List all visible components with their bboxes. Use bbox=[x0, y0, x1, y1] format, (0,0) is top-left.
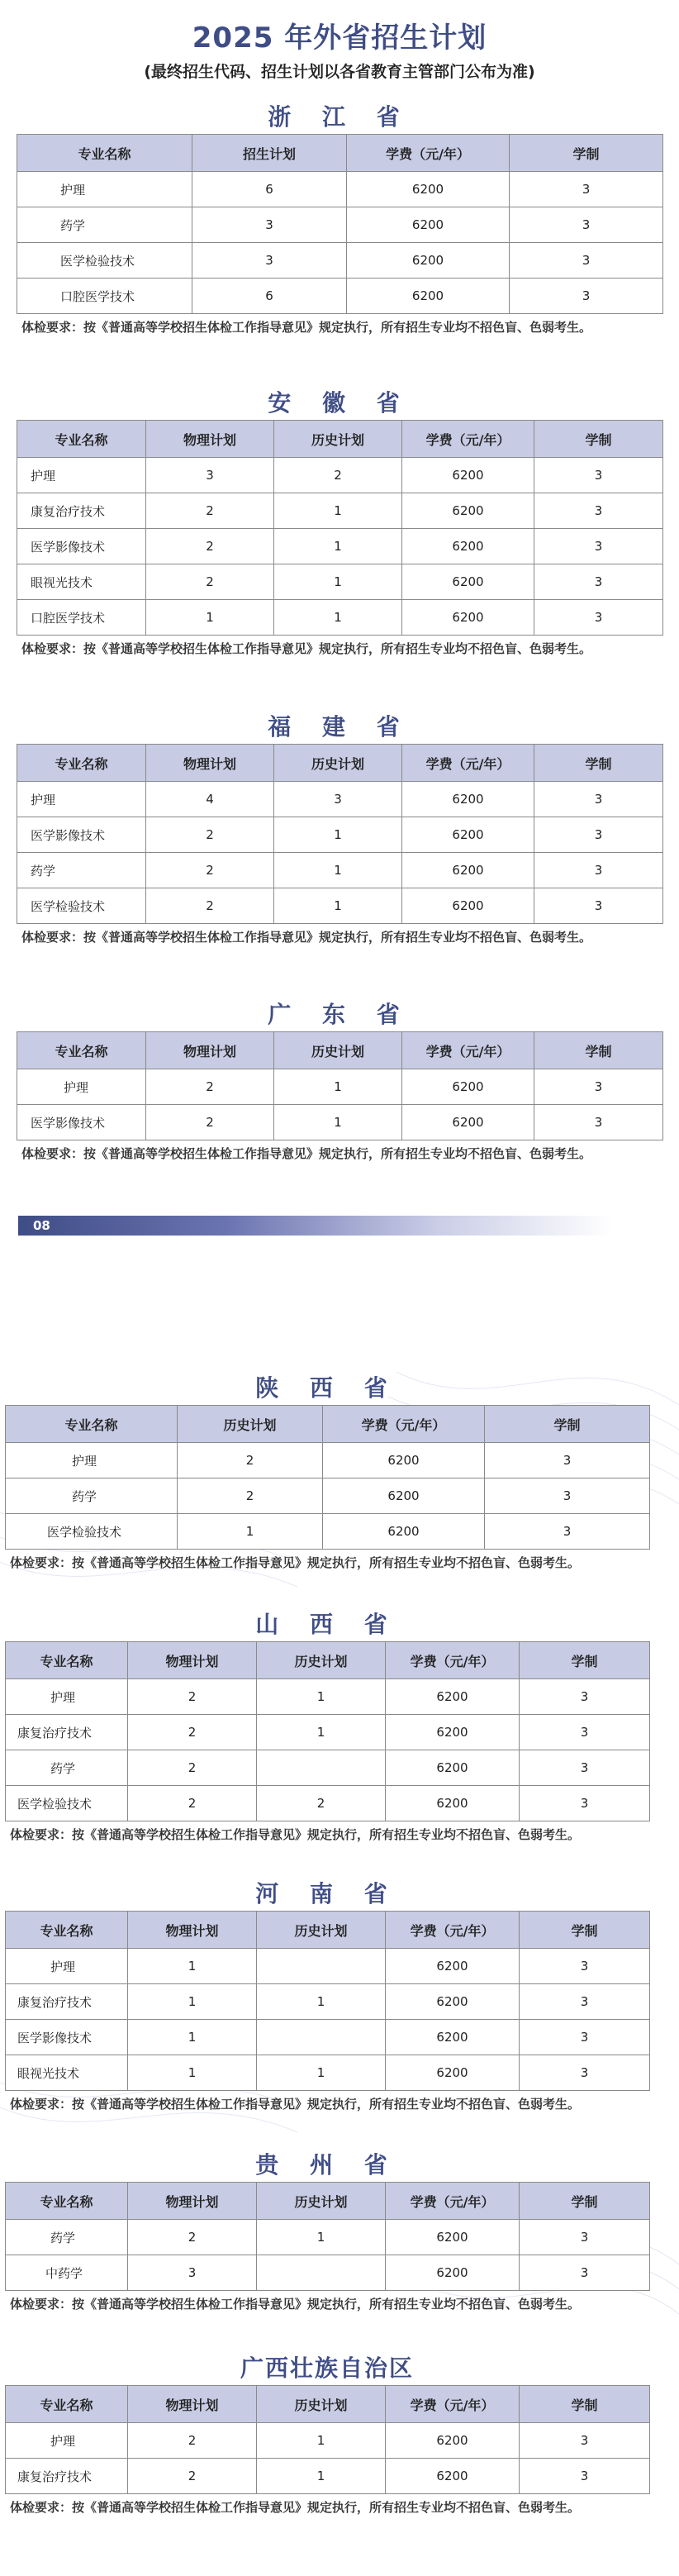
column-header: 物理计划 bbox=[146, 421, 274, 458]
column-header: 学费（元/年） bbox=[386, 2386, 520, 2423]
table-cell: 2 bbox=[128, 1786, 257, 1821]
table-cell: 医学影像技术 bbox=[6, 2020, 128, 2055]
table-cell: 药学 bbox=[6, 2220, 128, 2255]
table-cell: 6200 bbox=[402, 782, 534, 817]
table-cell: 3 bbox=[520, 1786, 650, 1821]
table-cell: 6200 bbox=[323, 1478, 485, 1514]
table-header-row bbox=[6, 1406, 650, 1443]
table-cell: 1 bbox=[274, 853, 402, 888]
column-header: 学费（元/年） bbox=[402, 1032, 534, 1069]
column-header: 学费（元/年） bbox=[347, 135, 510, 172]
health-check-note: 体检要求：按《普通高等学校招生体检工作指导意见》规定执行，所有招生专业均不招色盲、色弱考生。 bbox=[10, 1827, 581, 1842]
table-cell: 6200 bbox=[386, 1679, 520, 1715]
table-cell: 6200 bbox=[386, 1786, 520, 1821]
table-cell: 3 bbox=[534, 1069, 663, 1105]
table-row bbox=[6, 1786, 650, 1821]
table-header-row bbox=[17, 1032, 663, 1069]
table-cell: 6200 bbox=[402, 600, 534, 636]
table-cell bbox=[257, 2020, 386, 2055]
table-cell: 1 bbox=[128, 1949, 257, 1984]
table-cell: 1 bbox=[257, 2055, 386, 2091]
table-cell: 6200 bbox=[402, 1069, 534, 1105]
table-header-row bbox=[17, 745, 663, 782]
section-shanxi bbox=[5, 1608, 649, 1845]
table-cell: 2 bbox=[128, 2220, 257, 2255]
plan-table bbox=[5, 2385, 650, 2494]
column-header: 学费（元/年） bbox=[386, 2183, 520, 2220]
page-subtitle: (最终招生代码、招生计划以各省教育主管部门公布为准) bbox=[144, 63, 535, 81]
table-cell: 3 bbox=[520, 2220, 650, 2255]
table-cell: 2 bbox=[146, 1069, 274, 1105]
page-title: 2025 年外省招生计划 bbox=[192, 21, 487, 55]
table-row bbox=[17, 817, 663, 853]
table-cell: 2 bbox=[274, 458, 402, 493]
table-cell: 6 bbox=[192, 279, 347, 314]
column-header: 历史计划 bbox=[274, 1032, 402, 1069]
table-cell: 康复治疗技术 bbox=[6, 1984, 128, 2020]
column-header: 专业名称 bbox=[6, 2183, 128, 2220]
column-header: 历史计划 bbox=[257, 1912, 386, 1949]
column-header: 历史计划 bbox=[274, 421, 402, 458]
table-header-row bbox=[6, 2386, 650, 2423]
column-header: 专业名称 bbox=[6, 1642, 128, 1679]
table-row bbox=[6, 2055, 650, 2091]
section-anhui bbox=[17, 387, 662, 659]
table-cell: 3 bbox=[534, 782, 663, 817]
table-cell: 1 bbox=[274, 817, 402, 853]
table-row bbox=[17, 172, 663, 207]
table-cell: 口腔医学技术 bbox=[17, 279, 192, 314]
column-header: 历史计划 bbox=[178, 1406, 323, 1443]
table-row bbox=[17, 782, 663, 817]
table-cell: 护理 bbox=[17, 172, 192, 207]
table-cell: 1 bbox=[274, 600, 402, 636]
column-header: 专业名称 bbox=[17, 421, 146, 458]
table-cell: 医学影像技术 bbox=[17, 1105, 146, 1140]
table-cell: 3 bbox=[520, 2255, 650, 2291]
table-row bbox=[17, 853, 663, 888]
province-title: 安 徽 省 bbox=[268, 389, 411, 417]
table-cell: 医学影像技术 bbox=[17, 529, 146, 564]
column-header: 学费（元/年） bbox=[386, 1912, 520, 1949]
table-cell: 康复治疗技术 bbox=[17, 493, 146, 529]
table-cell: 6200 bbox=[386, 2220, 520, 2255]
column-header: 物理计划 bbox=[128, 2386, 257, 2423]
table-row bbox=[17, 564, 663, 600]
column-header: 专业名称 bbox=[6, 2386, 128, 2423]
province-title: 贵 州 省 bbox=[255, 2151, 399, 2178]
table-cell: 3 bbox=[510, 279, 663, 314]
table-cell: 3 bbox=[520, 1949, 650, 1984]
column-header: 学制 bbox=[510, 135, 663, 172]
table-cell: 6200 bbox=[386, 2255, 520, 2291]
table-cell: 中药学 bbox=[6, 2255, 128, 2291]
column-header: 学费（元/年） bbox=[386, 1642, 520, 1679]
table-cell: 3 bbox=[520, 2459, 650, 2494]
column-header: 历史计划 bbox=[257, 1642, 386, 1679]
table-cell: 4 bbox=[146, 782, 274, 817]
section-guangxi bbox=[5, 2352, 649, 2517]
table-header-row bbox=[17, 421, 663, 458]
table-cell: 1 bbox=[274, 888, 402, 924]
table-cell: 6200 bbox=[386, 2055, 520, 2091]
table-cell: 眼视光技术 bbox=[6, 2055, 128, 2091]
table-cell: 6200 bbox=[386, 2020, 520, 2055]
table-cell: 3 bbox=[520, 2055, 650, 2091]
column-header: 专业名称 bbox=[6, 1912, 128, 1949]
table-cell: 6200 bbox=[402, 529, 534, 564]
table-cell: 3 bbox=[534, 600, 663, 636]
table-cell: 6200 bbox=[347, 279, 510, 314]
section-henan bbox=[5, 1878, 649, 2114]
table-cell: 3 bbox=[510, 172, 663, 207]
column-header: 历史计划 bbox=[274, 745, 402, 782]
table-cell: 6200 bbox=[347, 172, 510, 207]
table-cell: 2 bbox=[146, 817, 274, 853]
table-cell: 护理 bbox=[17, 1069, 146, 1105]
column-header: 历史计划 bbox=[257, 2386, 386, 2423]
table-cell: 3 bbox=[520, 1679, 650, 1715]
health-check-note: 体检要求：按《普通高等学校招生体检工作指导意见》规定执行，所有招生专业均不招色盲、色弱考生。 bbox=[21, 1146, 592, 1161]
table-cell: 医学检验技术 bbox=[17, 243, 192, 279]
column-header: 学制 bbox=[485, 1406, 650, 1443]
table-cell: 2 bbox=[257, 1786, 386, 1821]
table-cell: 1 bbox=[178, 1514, 323, 1550]
province-title: 福 建 省 bbox=[268, 713, 411, 740]
table-cell: 1 bbox=[257, 1984, 386, 2020]
section-guangdong bbox=[17, 998, 662, 1164]
table-cell: 3 bbox=[534, 493, 663, 529]
column-header: 物理计划 bbox=[128, 1912, 257, 1949]
column-header: 学费（元/年） bbox=[402, 421, 534, 458]
plan-table bbox=[5, 1405, 650, 1550]
plan-table bbox=[17, 744, 663, 924]
table-cell: 1 bbox=[128, 1984, 257, 2020]
column-header: 物理计划 bbox=[146, 745, 274, 782]
province-title: 广 东 省 bbox=[268, 1001, 411, 1028]
table-cell: 6 bbox=[192, 172, 347, 207]
column-header: 学制 bbox=[534, 421, 663, 458]
column-header: 学费（元/年） bbox=[402, 745, 534, 782]
column-header: 专业名称 bbox=[6, 1406, 178, 1443]
table-cell: 6200 bbox=[386, 2459, 520, 2494]
table-cell: 3 bbox=[485, 1478, 650, 1514]
table-cell: 6200 bbox=[402, 817, 534, 853]
column-header: 学制 bbox=[520, 1642, 650, 1679]
table-cell: 2 bbox=[146, 564, 274, 600]
table-cell: 1 bbox=[257, 2220, 386, 2255]
table-row bbox=[6, 1750, 650, 1786]
table-cell: 2 bbox=[146, 1105, 274, 1140]
table-cell: 6200 bbox=[386, 1949, 520, 1984]
column-header: 学制 bbox=[534, 1032, 663, 1069]
table-cell: 医学检验技术 bbox=[6, 1514, 178, 1550]
table-cell: 3 bbox=[485, 1514, 650, 1550]
table-cell: 6200 bbox=[402, 853, 534, 888]
table-cell: 3 bbox=[520, 1984, 650, 2020]
table-cell: 药学 bbox=[6, 1478, 178, 1514]
table-cell: 1 bbox=[274, 1069, 402, 1105]
table-cell: 药学 bbox=[17, 207, 192, 243]
section-shaanxi bbox=[5, 1372, 649, 1573]
table-cell: 1 bbox=[257, 1679, 386, 1715]
column-header: 学制 bbox=[520, 1912, 650, 1949]
table-row bbox=[6, 1949, 650, 1984]
plan-table bbox=[17, 420, 663, 636]
table-cell: 3 bbox=[146, 458, 274, 493]
table-row bbox=[6, 2423, 650, 2459]
table-cell: 护理 bbox=[6, 1949, 128, 1984]
table-cell: 1 bbox=[146, 600, 274, 636]
column-header: 学制 bbox=[520, 2183, 650, 2220]
province-title: 广西壮族自治区 bbox=[240, 2355, 414, 2382]
column-header: 学制 bbox=[520, 2386, 650, 2423]
column-header: 学制 bbox=[534, 745, 663, 782]
table-header-row bbox=[17, 135, 663, 172]
table-cell: 3 bbox=[274, 782, 402, 817]
plan-table bbox=[17, 134, 663, 314]
column-header: 招生计划 bbox=[192, 135, 347, 172]
table-cell bbox=[257, 2255, 386, 2291]
table-cell: 2 bbox=[128, 2423, 257, 2459]
section-fujian bbox=[17, 711, 662, 947]
column-header: 物理计划 bbox=[128, 2183, 257, 2220]
health-check-note: 体检要求：按《普通高等学校招生体检工作指导意见》规定执行，所有招生专业均不招色盲、色弱考生。 bbox=[10, 2500, 581, 2515]
table-cell: 3 bbox=[128, 2255, 257, 2291]
table-cell: 2 bbox=[178, 1478, 323, 1514]
table-cell: 3 bbox=[534, 458, 663, 493]
column-header: 学费（元/年） bbox=[323, 1406, 485, 1443]
table-cell: 3 bbox=[520, 2020, 650, 2055]
table-header-row bbox=[6, 1642, 650, 1679]
table-cell: 2 bbox=[146, 853, 274, 888]
table-cell: 6200 bbox=[402, 1105, 534, 1140]
table-cell: 1 bbox=[274, 493, 402, 529]
table-row bbox=[6, 2220, 650, 2255]
table-cell: 2 bbox=[146, 493, 274, 529]
column-header: 物理计划 bbox=[146, 1032, 274, 1069]
table-cell: 3 bbox=[485, 1443, 650, 1478]
table-row bbox=[6, 1514, 650, 1550]
table-row bbox=[17, 1069, 663, 1105]
table-cell: 1 bbox=[128, 2055, 257, 2091]
table-cell: 3 bbox=[192, 243, 347, 279]
table-cell: 康复治疗技术 bbox=[6, 2459, 128, 2494]
table-cell: 2 bbox=[128, 1715, 257, 1750]
column-header: 历史计划 bbox=[257, 2183, 386, 2220]
health-check-note: 体检要求：按《普通高等学校招生体检工作指导意见》规定执行，所有招生专业均不招色盲、色弱考生。 bbox=[10, 1555, 581, 1570]
plan-table bbox=[17, 1031, 663, 1140]
page-number: 08 bbox=[33, 1218, 50, 1233]
table-cell: 6200 bbox=[402, 888, 534, 924]
table-cell: 1 bbox=[274, 529, 402, 564]
table-cell: 2 bbox=[146, 888, 274, 924]
table-cell: 3 bbox=[534, 529, 663, 564]
column-header: 物理计划 bbox=[128, 1642, 257, 1679]
table-cell: 1 bbox=[128, 2020, 257, 2055]
health-check-note: 体检要求：按《普通高等学校招生体检工作指导意见》规定执行，所有招生专业均不招色盲、色弱考生。 bbox=[10, 2297, 581, 2312]
table-row bbox=[6, 1443, 650, 1478]
table-cell: 1 bbox=[274, 564, 402, 600]
table-cell: 护理 bbox=[6, 1443, 178, 1478]
column-header: 专业名称 bbox=[17, 745, 146, 782]
health-check-note: 体检要求：按《普通高等学校招生体检工作指导意见》规定执行，所有招生专业均不招色盲、色弱考生。 bbox=[21, 930, 592, 945]
plan-table bbox=[5, 1911, 650, 2091]
table-row bbox=[17, 493, 663, 529]
table-cell: 6200 bbox=[386, 1750, 520, 1786]
table-cell: 6200 bbox=[386, 1715, 520, 1750]
table-cell: 护理 bbox=[17, 458, 146, 493]
table-cell: 6200 bbox=[386, 1984, 520, 2020]
column-header: 专业名称 bbox=[17, 135, 192, 172]
province-title: 陕 西 省 bbox=[255, 1374, 399, 1402]
table-cell: 3 bbox=[510, 207, 663, 243]
table-cell: 3 bbox=[192, 207, 347, 243]
table-cell bbox=[257, 1949, 386, 1984]
table-cell: 2 bbox=[128, 1679, 257, 1715]
column-header: 专业名称 bbox=[17, 1032, 146, 1069]
table-cell: 药学 bbox=[17, 853, 146, 888]
plan-table bbox=[5, 1641, 650, 1821]
plan-table bbox=[5, 2182, 650, 2291]
table-row bbox=[17, 279, 663, 314]
table-cell: 6200 bbox=[323, 1514, 485, 1550]
table-row bbox=[17, 888, 663, 924]
table-row bbox=[17, 207, 663, 243]
table-cell: 3 bbox=[510, 243, 663, 279]
province-title: 河 南 省 bbox=[255, 1880, 399, 1907]
table-row bbox=[17, 1105, 663, 1140]
table-cell: 医学影像技术 bbox=[17, 817, 146, 853]
province-title: 山 西 省 bbox=[255, 1611, 399, 1638]
table-cell: 6200 bbox=[402, 493, 534, 529]
table-row bbox=[6, 1715, 650, 1750]
table-cell: 6200 bbox=[402, 564, 534, 600]
table-cell: 3 bbox=[534, 564, 663, 600]
table-cell: 6200 bbox=[323, 1443, 485, 1478]
table-cell: 康复治疗技术 bbox=[6, 1715, 128, 1750]
table-cell: 2 bbox=[128, 1750, 257, 1786]
table-row bbox=[17, 243, 663, 279]
table-cell: 2 bbox=[146, 529, 274, 564]
province-title: 浙 江 省 bbox=[268, 103, 411, 131]
table-cell: 护理 bbox=[17, 782, 146, 817]
table-cell: 口腔医学技术 bbox=[17, 600, 146, 636]
table-cell: 6200 bbox=[347, 243, 510, 279]
table-cell: 1 bbox=[257, 1715, 386, 1750]
table-cell: 3 bbox=[534, 1105, 663, 1140]
table-cell: 医学检验技术 bbox=[6, 1786, 128, 1821]
table-cell: 1 bbox=[257, 2459, 386, 2494]
table-cell: 2 bbox=[128, 2459, 257, 2494]
table-row bbox=[6, 2255, 650, 2291]
table-cell: 护理 bbox=[6, 1679, 128, 1715]
table-cell: 6200 bbox=[386, 2423, 520, 2459]
table-cell: 药学 bbox=[6, 1750, 128, 1786]
table-cell: 6200 bbox=[347, 207, 510, 243]
table-cell: 3 bbox=[520, 1750, 650, 1786]
table-row bbox=[6, 1679, 650, 1715]
table-row bbox=[6, 2020, 650, 2055]
table-cell: 3 bbox=[534, 888, 663, 924]
table-cell: 1 bbox=[257, 2423, 386, 2459]
table-row bbox=[17, 600, 663, 636]
table-header-row bbox=[6, 2183, 650, 2220]
table-cell: 6200 bbox=[402, 458, 534, 493]
table-cell: 医学检验技术 bbox=[17, 888, 146, 924]
table-row bbox=[6, 1478, 650, 1514]
table-header-row bbox=[6, 1912, 650, 1949]
table-cell: 护理 bbox=[6, 2423, 128, 2459]
section-zhejiang bbox=[17, 101, 662, 337]
health-check-note: 体检要求：按《普通高等学校招生体检工作指导意见》规定执行，所有招生专业均不招色盲、色弱考生。 bbox=[21, 641, 592, 656]
section-guizhou bbox=[5, 2149, 649, 2314]
table-cell: 3 bbox=[520, 2423, 650, 2459]
table-row bbox=[6, 2459, 650, 2494]
table-cell: 3 bbox=[534, 853, 663, 888]
table-cell bbox=[257, 1750, 386, 1786]
table-row bbox=[6, 1984, 650, 2020]
page-number-bar bbox=[18, 1216, 613, 1236]
table-cell: 1 bbox=[274, 1105, 402, 1140]
table-cell: 3 bbox=[520, 1715, 650, 1750]
health-check-note: 体检要求：按《普通高等学校招生体检工作指导意见》规定执行，所有招生专业均不招色盲、色弱考生。 bbox=[10, 2097, 581, 2112]
table-row bbox=[17, 458, 663, 493]
health-check-note: 体检要求：按《普通高等学校招生体检工作指导意见》规定执行，所有招生专业均不招色盲、色弱考生。 bbox=[21, 320, 592, 335]
table-cell: 3 bbox=[534, 817, 663, 853]
table-cell: 眼视光技术 bbox=[17, 564, 146, 600]
table-row bbox=[17, 529, 663, 564]
table-cell: 2 bbox=[178, 1443, 323, 1478]
